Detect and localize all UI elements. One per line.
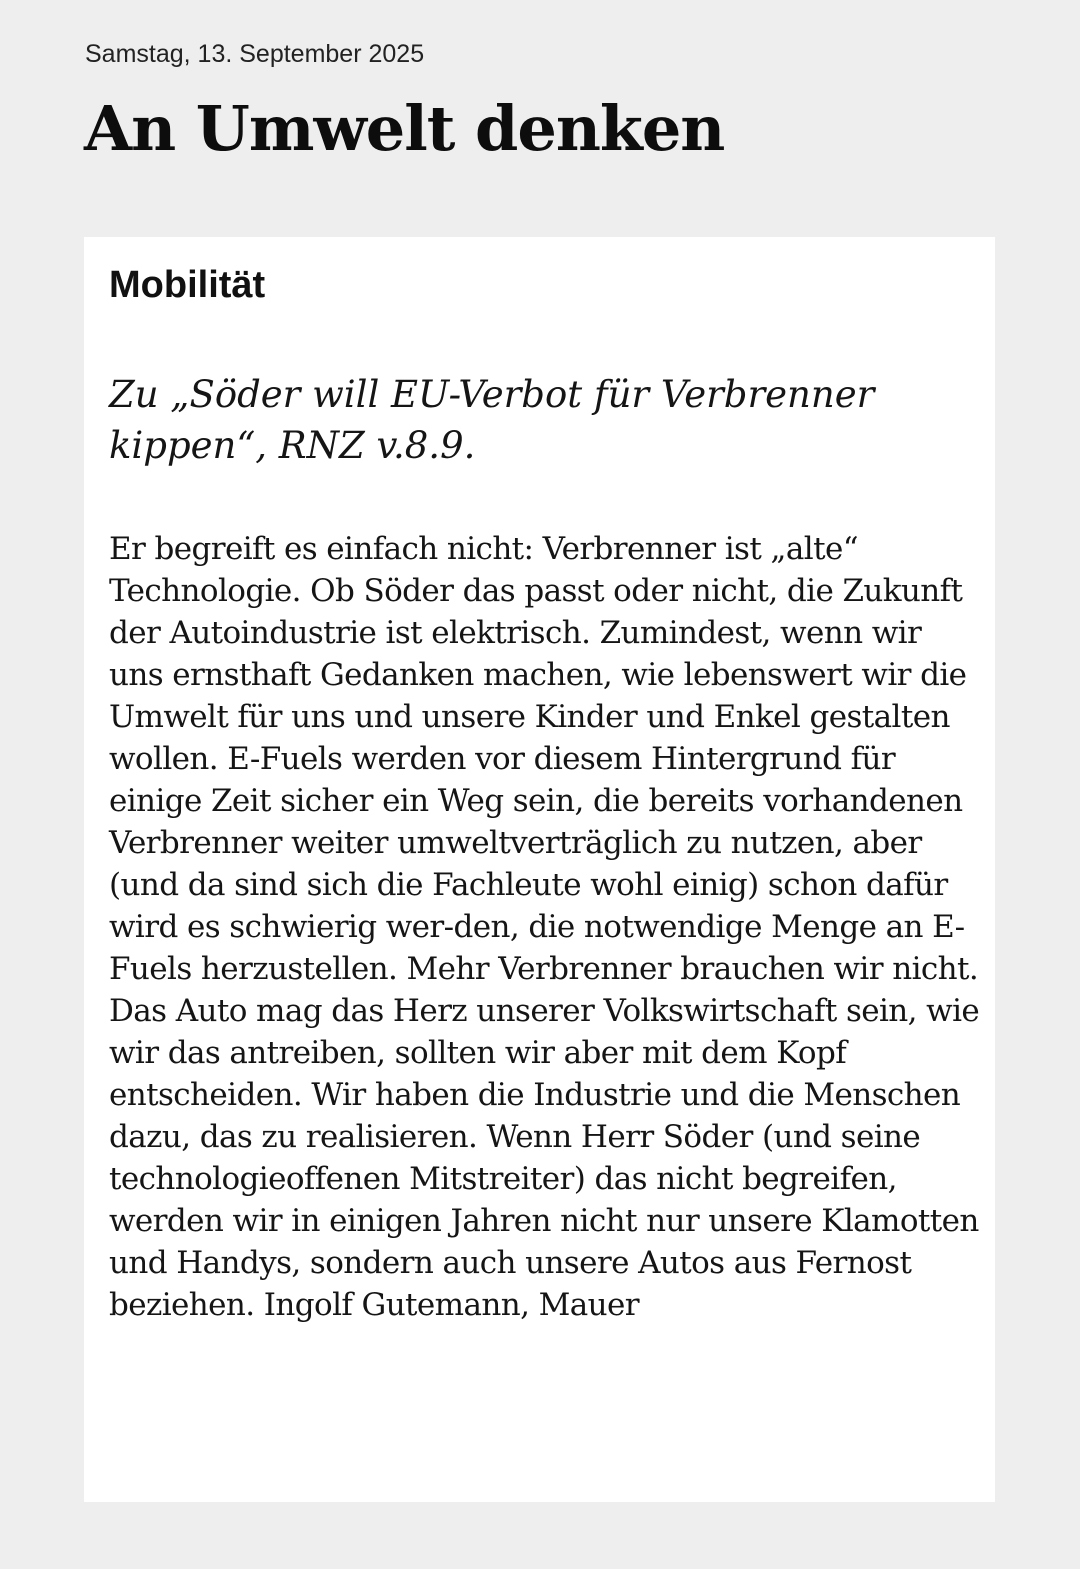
letter-card — [84, 237, 995, 1502]
letter-body: Er begreift es einfach nicht: Verbrenner ist „alte“ Technologie. Ob Söder das passt oder nicht, die Zukunft der Autoindustrie ist elektrisch. Zumindest, wenn wir uns ernsthaft Gedanken machen, wie lebenswert wir die Umwelt für uns und unsere Kinder und Enkel gestalten wollen. E-Fuels werden vor diesem Hintergrund für einige Zeit sicher ein Weg sein, die bereits vorhandenen Verbrenner weiter umweltverträglich zu nutzen, aber (und da sind sich die Fachleute wohl einig) schon dafür wird es schwierig wer-den, die notwendige Menge an E-Fuels herzustellen. Mehr Verbrenner brauchen wir nicht. Das Auto mag das Herz unserer Volkswirtschaft sein, wie wir das antreiben, sollten wir aber mit dem Kopf entscheiden. Wir haben die Industrie und die Menschen dazu, das zu realisieren. Wenn Herr Söder (und seine technologieoffenen Mitstreiter) das nicht begreifen, werden wir in einigen Jahren nicht nur unsere Klamotten und Handys, sondern auch unsere Autos aus Fernost beziehen. Ingolf Gutemann, Mauer — [109, 531, 980, 1323]
article-headline: An Umwelt denken — [84, 92, 725, 165]
publication-date: Samstag, 13. September 2025 — [85, 40, 425, 68]
section-rubric: Mobilität — [109, 264, 266, 306]
article-reference: Zu „Söder will EU-Verbot für Verbrenner kippen“, RNZ v.8.9. — [109, 373, 875, 467]
